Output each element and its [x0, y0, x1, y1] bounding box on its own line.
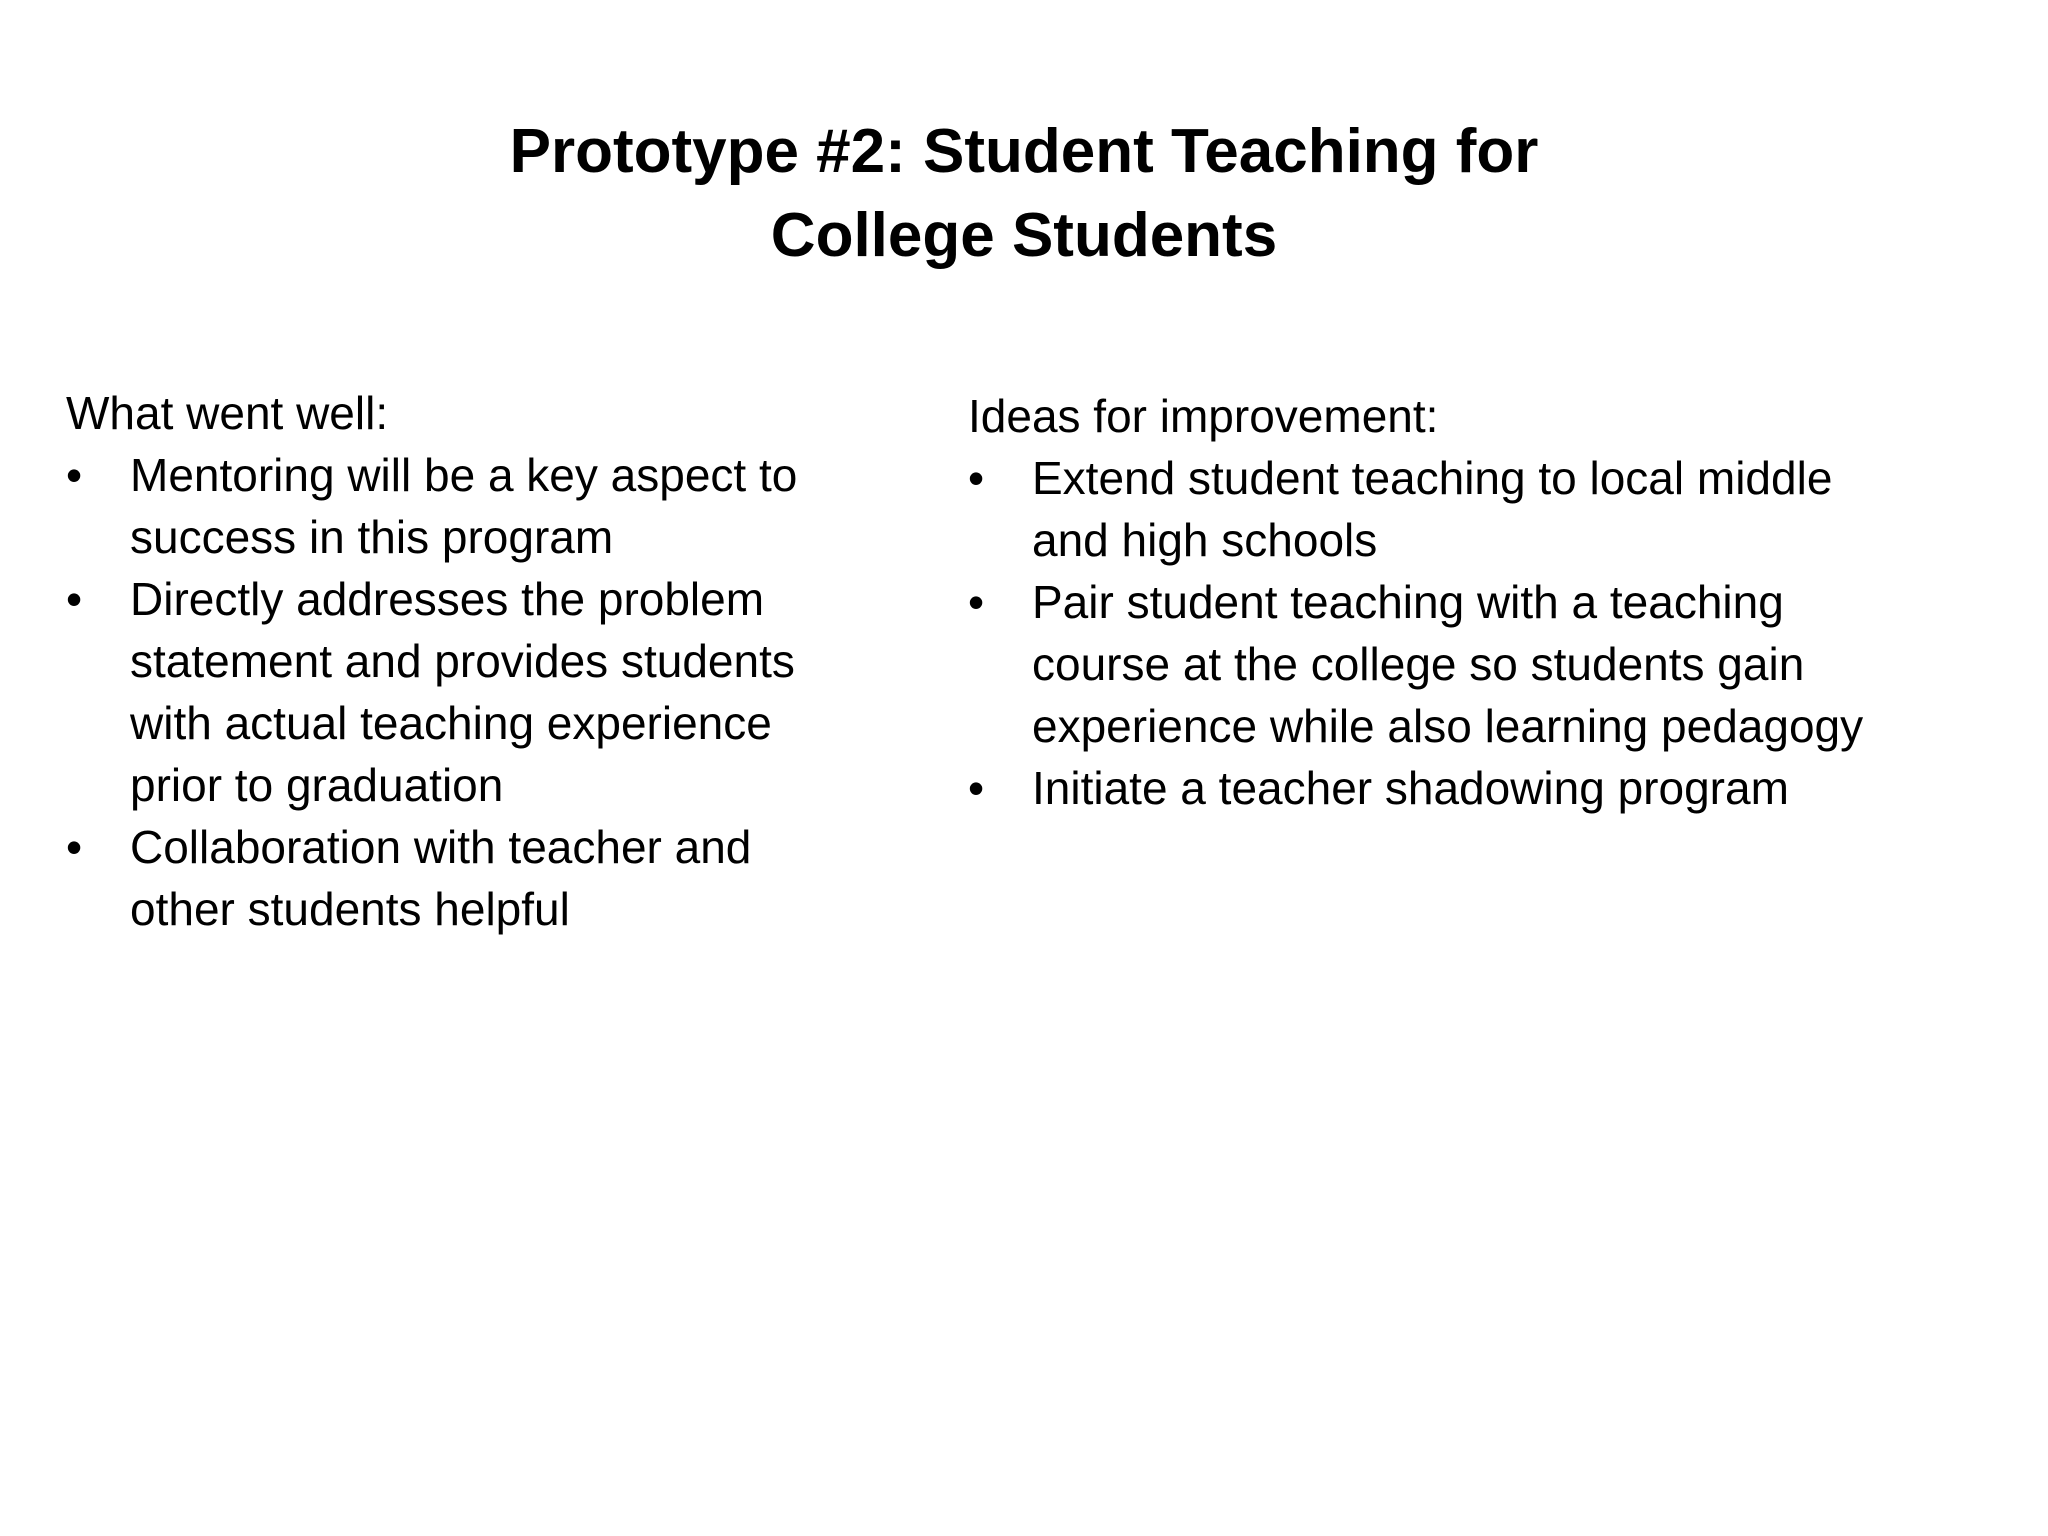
bullet-icon: •	[66, 449, 83, 501]
bullet-icon: •	[66, 821, 83, 873]
bullet-icon: •	[968, 452, 985, 504]
improvement-list	[968, 447, 1868, 819]
list-item	[66, 816, 826, 940]
list-item	[968, 447, 1868, 571]
went-well-column	[66, 382, 826, 940]
list-item-text: Pair student teaching with a teaching course at the college so students gain experience while also learning pedagogy	[1032, 576, 1864, 752]
list-item-text: Mentoring will be a key aspect to success in this program	[130, 449, 798, 563]
bullet-icon: •	[968, 762, 985, 814]
list-item-text: Initiate a teacher shadowing program	[1032, 762, 1789, 814]
list-item	[66, 444, 826, 568]
went-well-heading: What went well:	[66, 387, 389, 439]
improvement-heading: Ideas for improvement:	[968, 390, 1439, 442]
bullet-icon: •	[968, 576, 985, 628]
slide-title	[0, 110, 2048, 278]
list-item-text: Collaboration with teacher and other students helpful	[130, 821, 752, 935]
list-item-text: Extend student teaching to local middle and high schools	[1032, 452, 1833, 566]
list-item	[968, 571, 1868, 757]
list-item	[66, 568, 826, 816]
title-line-2: College Students	[770, 201, 1278, 270]
went-well-list	[66, 444, 826, 940]
list-item-text: Directly addresses the problem statement and provides students with actual teaching experience prior to graduation	[130, 573, 795, 811]
bullet-icon: •	[66, 573, 83, 625]
list-item	[968, 757, 1868, 819]
improvement-column	[968, 385, 1868, 819]
title-line-1: Prototype #2: Student Teaching for	[509, 117, 1539, 186]
